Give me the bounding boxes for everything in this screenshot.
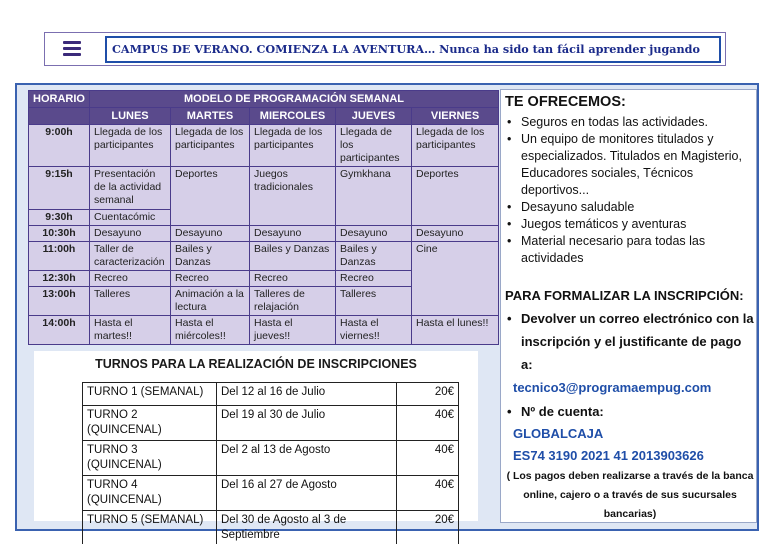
step-account: • Nº de cuenta: <box>505 400 755 423</box>
time-cell: 13:00h <box>29 287 90 316</box>
list-item: • Seguros en todas las actividades. <box>505 114 755 131</box>
turno-name: TURNO 2 (QUINCENAL) <box>83 406 217 441</box>
activity-cell: Bailes y Danzas <box>171 242 250 271</box>
activity-cell: Desayuno <box>412 226 499 242</box>
activity-cell: Recreo <box>90 271 171 287</box>
activity-cell: Talleres <box>336 287 412 316</box>
activity-cell: Animación a la lectura <box>171 287 250 316</box>
activity-cell: Deportes <box>171 167 250 226</box>
time-cell: 10:30h <box>29 226 90 242</box>
turno-dates: Del 30 de Agosto al 3 de Septiembre <box>217 511 397 544</box>
turnos-table <box>82 382 459 544</box>
table-row <box>83 511 459 544</box>
activity-cell: Taller de caracterización <box>90 242 171 271</box>
time-cell: 9:30h <box>29 210 90 226</box>
bank-account-number: ES74 3190 2021 41 2013903626 <box>513 448 704 463</box>
step-email-instructions: • Devolver un correo electrónico con la inscripción y el justificante de pago a: <box>505 307 755 376</box>
offers-list <box>505 114 755 267</box>
table-row <box>29 316 499 345</box>
col-horario: HORARIO <box>29 91 90 108</box>
time-cell: 9:15h <box>29 167 90 210</box>
table-row <box>83 406 459 441</box>
activity-cell: Hasta el jueves!! <box>250 316 336 345</box>
day-header: MIERCOLES <box>250 108 336 125</box>
activity-cell: Hasta el viernes!! <box>336 316 412 345</box>
table-row <box>29 226 499 242</box>
time-cell: 11:00h <box>29 242 90 271</box>
activity-cell: Recreo <box>336 271 412 287</box>
page-title: CAMPUS DE VERANO. COMIENZA LA AVENTURA… Nunca ha sido tan fácil aprender jugando <box>105 36 721 63</box>
table-row <box>29 125 499 167</box>
activity-cell: Presentación de la actividad semanal <box>90 167 171 210</box>
activity-cell: Juegos tradicionales <box>250 167 336 226</box>
turno-price: 40€ <box>397 406 459 441</box>
activity-cell: Recreo <box>171 271 250 287</box>
activity-cell: Bailes y Danzas <box>336 242 412 271</box>
activity-cell: Talleres de relajación <box>250 287 336 316</box>
turnos-box <box>34 351 478 541</box>
info-panel <box>500 89 757 523</box>
activity-cell: Desayuno <box>250 226 336 242</box>
activity-cell: Gymkhana <box>336 167 412 226</box>
list-item: • Juegos temáticos y aventuras <box>505 216 755 233</box>
activity-cell: Talleres <box>90 287 171 316</box>
turno-price: 20€ <box>397 511 459 544</box>
turno-dates: Del 19 al 30 de Julio <box>217 406 397 441</box>
list-item: • Material necesario para todas las actividades <box>505 233 755 267</box>
activity-cell: Llegada de los participantes <box>171 125 250 167</box>
offers-title: TE OFRECEMOS: <box>505 94 626 110</box>
turnos-title: TURNOS PARA LA REALIZACIÓN DE INSCRIPCIONES <box>95 357 417 371</box>
turno-name: TURNO 4 (QUINCENAL) <box>83 476 217 511</box>
activity-cell: Cuentacómic <box>90 210 171 226</box>
activity-cell: Cine <box>412 242 499 316</box>
table-row <box>83 383 459 406</box>
table-row <box>29 167 499 210</box>
table-row <box>83 441 459 476</box>
activity-cell: Bailes y Danzas <box>250 242 336 271</box>
activity-cell: Llegada de los participantes <box>250 125 336 167</box>
schedule-table <box>28 90 499 345</box>
list-item: • Un equipo de monitores titulados y especializados. Titulados en Magisterio, Educadores sociales, Técnicos deportivos... <box>505 131 755 199</box>
col-modelo: MODELO DE PROGRAMACIÓN SEMANAL <box>90 91 499 108</box>
turno-dates: Del 2 al 13 de Agosto <box>217 441 397 476</box>
activity-cell: Llegada de los participantes <box>90 125 171 167</box>
turno-price: 40€ <box>397 476 459 511</box>
turno-price: 40€ <box>397 441 459 476</box>
activity-cell: Hasta el martes!! <box>90 316 171 345</box>
turno-name: TURNO 1 (SEMANAL) <box>83 383 217 406</box>
activity-cell: Hasta el miércoles!! <box>171 316 250 345</box>
contact-email-link[interactable]: tecnico3@programaempug.com <box>513 380 712 395</box>
time-cell: 14:00h <box>29 316 90 345</box>
bank-name: GLOBALCAJA <box>513 426 604 441</box>
activity-cell: Deportes <box>412 167 499 226</box>
inscription-title: PARA FORMALIZAR LA INSCRIPCIÓN: <box>505 288 744 303</box>
day-header: VIERNES <box>412 108 499 125</box>
activity-cell: Hasta el lunes!! <box>412 316 499 345</box>
table-row <box>83 476 459 511</box>
header-spacer <box>29 108 90 125</box>
turno-name: TURNO 3 (QUINCENAL) <box>83 441 217 476</box>
day-header: LUNES <box>90 108 171 125</box>
turno-dates: Del 16 al 27 de Agosto <box>217 476 397 511</box>
list-item: • Desayuno saludable <box>505 199 755 216</box>
table-row <box>29 242 499 271</box>
menu-icon[interactable] <box>55 38 101 60</box>
payment-note: ( Los pagos deben realizarse a través de la banca online, cajero o a través de sus sucursales bancarias) <box>506 470 754 520</box>
top-banner <box>44 32 726 66</box>
day-header: JUEVES <box>336 108 412 125</box>
time-cell: 9:00h <box>29 125 90 167</box>
activity-cell: Recreo <box>250 271 336 287</box>
inscription-steps <box>505 307 755 524</box>
activity-cell: Llegada de los participantes <box>412 125 499 167</box>
activity-cell: Desayuno <box>171 226 250 242</box>
turno-price: 20€ <box>397 383 459 406</box>
day-header: MARTES <box>171 108 250 125</box>
time-cell: 12:30h <box>29 271 90 287</box>
activity-cell: Desayuno <box>336 226 412 242</box>
activity-cell: Llegada de los participantes <box>336 125 412 167</box>
turno-dates: Del 12 al 16 de Julio <box>217 383 397 406</box>
activity-cell: Desayuno <box>90 226 171 242</box>
turno-name: TURNO 5 (SEMANAL) <box>83 511 217 544</box>
